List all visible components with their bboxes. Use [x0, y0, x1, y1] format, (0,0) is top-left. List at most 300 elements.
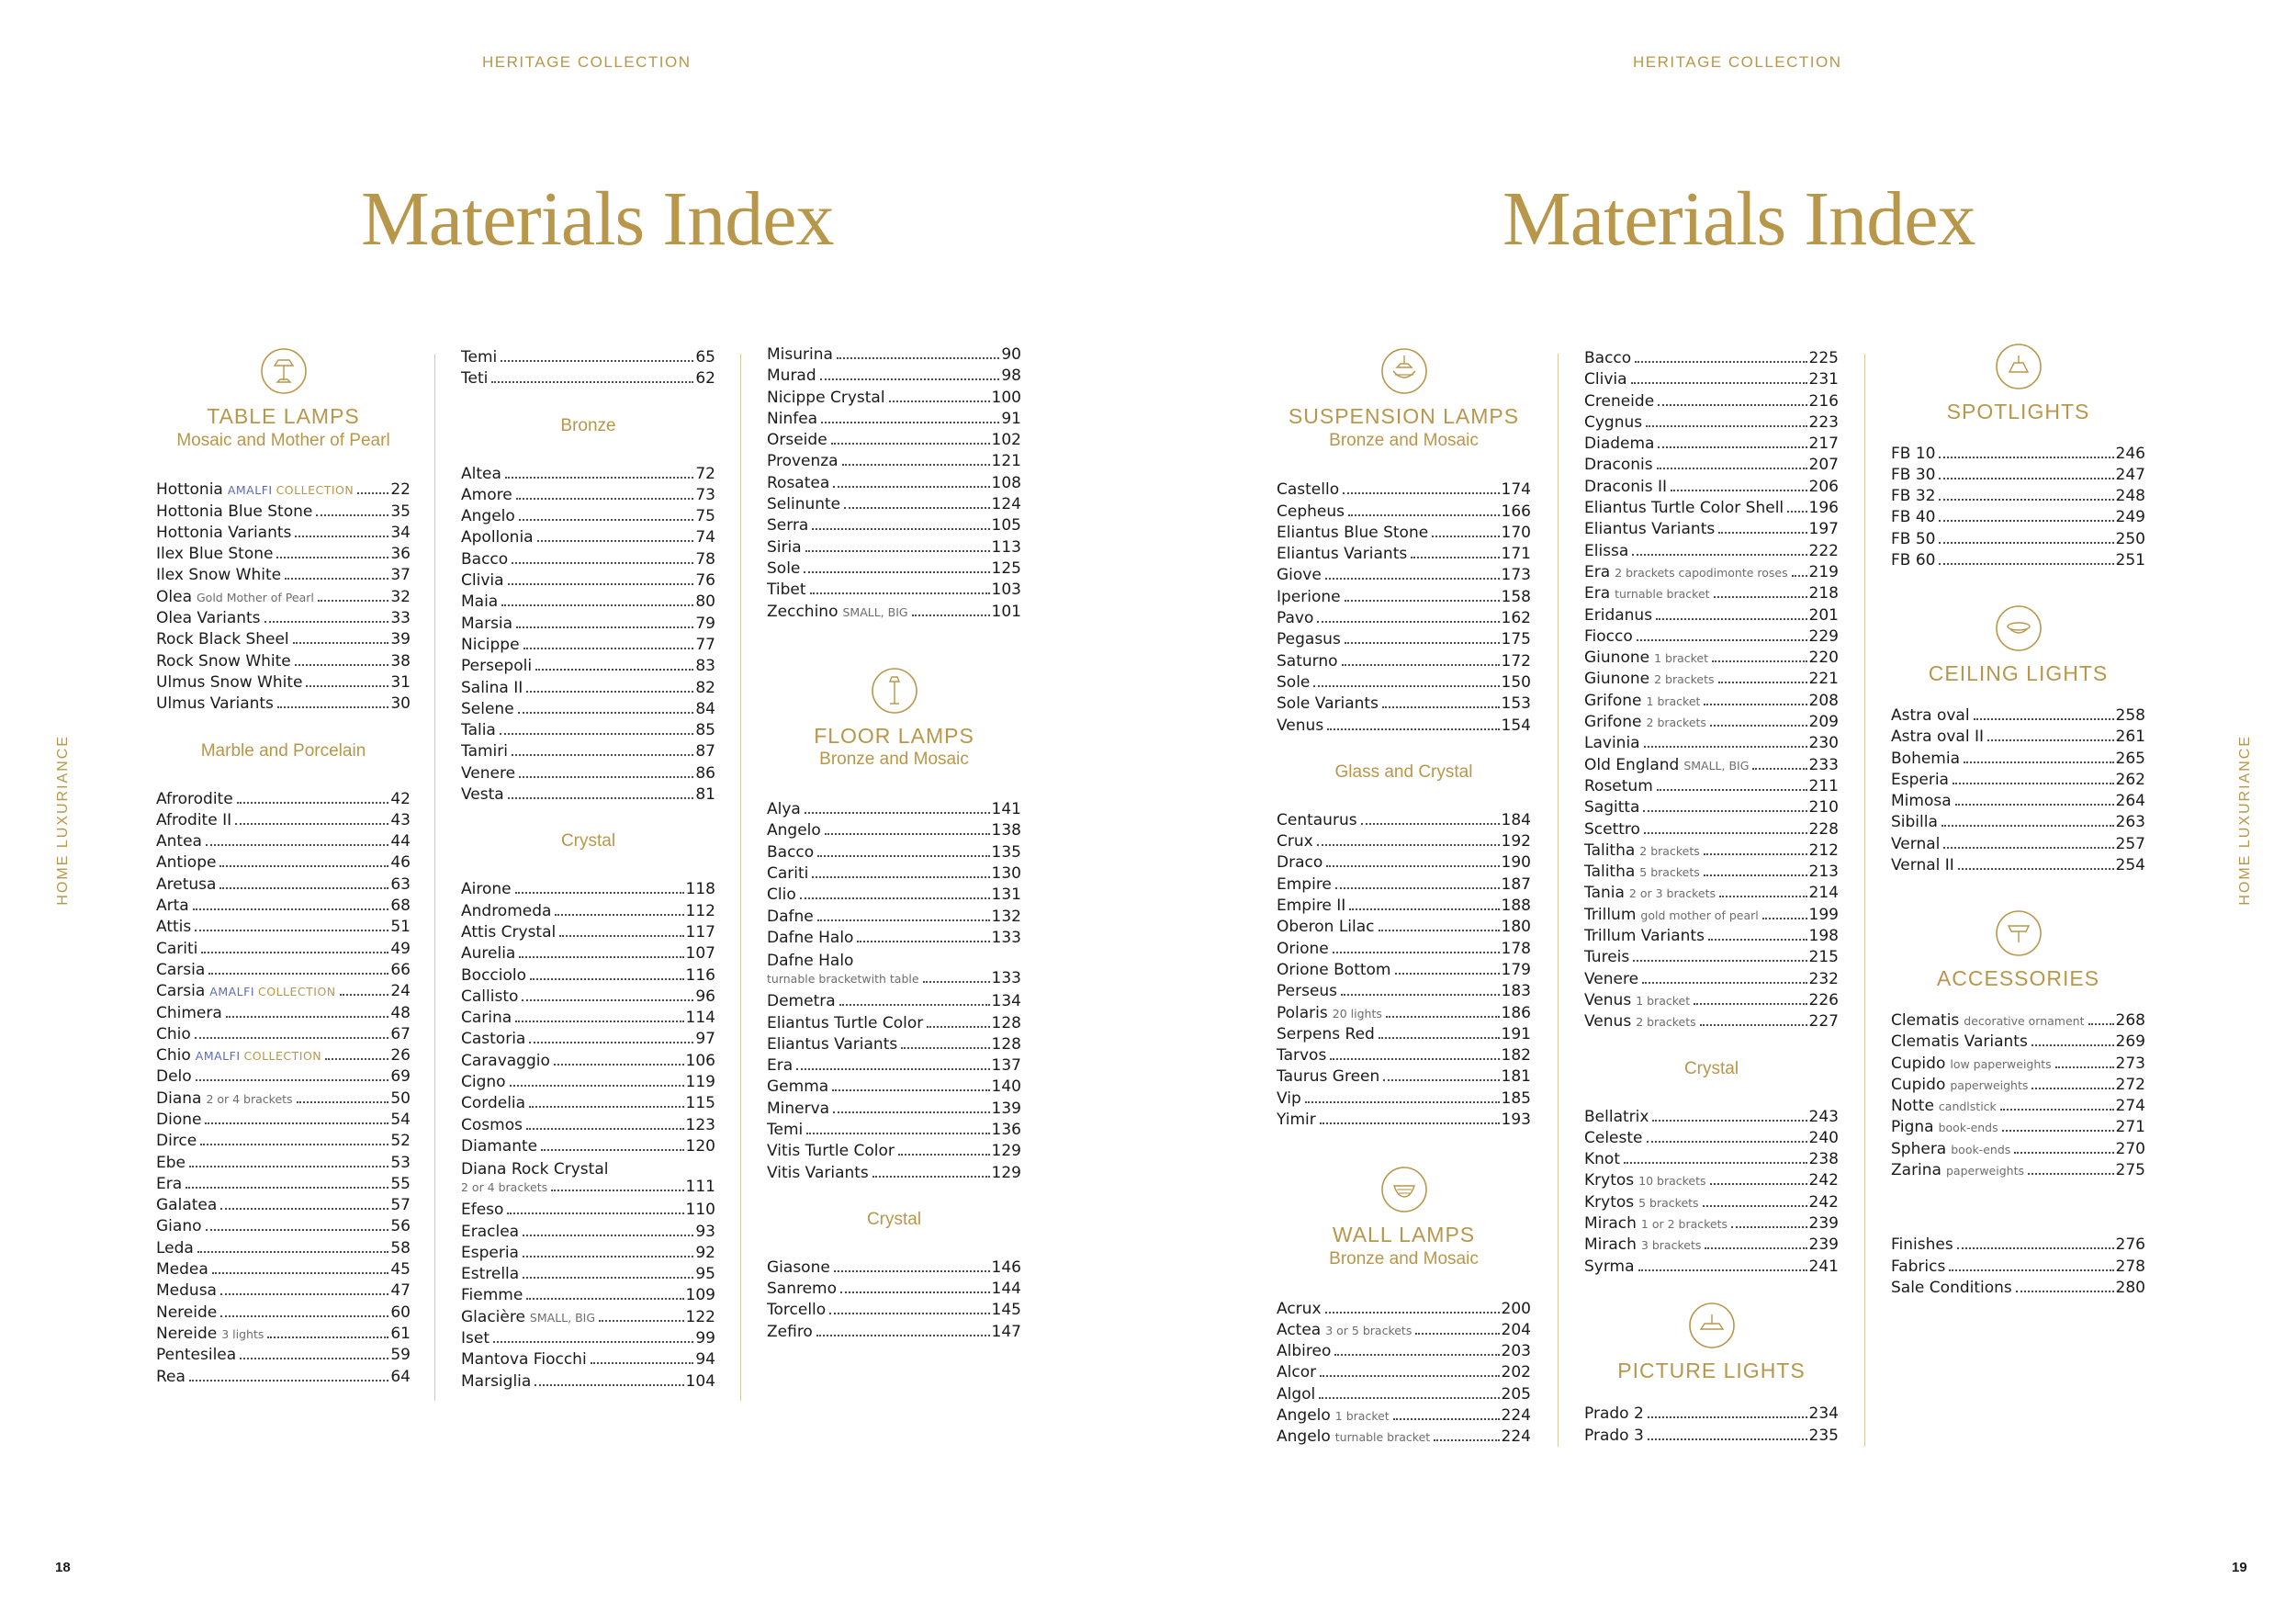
entry-page-number: 131 — [991, 885, 1021, 905]
entry-page-number: 225 — [1808, 349, 1839, 367]
entry-page-number: 250 — [2115, 529, 2145, 548]
index-entry — [461, 347, 715, 368]
entry-name: Pegasus — [1277, 630, 1341, 649]
index-entry — [1584, 1235, 1839, 1256]
entry-name: Temi — [461, 348, 498, 367]
entry-page-number: 87 — [695, 742, 715, 761]
entry-name: Rea — [156, 1367, 186, 1386]
entry-name: Estrella — [461, 1265, 520, 1284]
entry-page-number: 132 — [991, 907, 1021, 926]
dot-leader — [2014, 1152, 2113, 1154]
dot-leader — [1762, 918, 1807, 919]
index-entry — [156, 960, 411, 981]
index-entry — [156, 1066, 411, 1088]
dot-leader — [306, 685, 388, 687]
dot-leader — [817, 919, 990, 921]
entry-list — [767, 1257, 1021, 1343]
index-entry — [767, 1055, 1021, 1077]
entry-page-number: 173 — [1501, 566, 1531, 585]
dot-leader — [205, 1122, 388, 1124]
dot-leader — [264, 621, 389, 623]
entry-page-number: 184 — [1501, 810, 1531, 829]
entry-name: Tarvos — [1277, 1046, 1327, 1066]
entry-name: Persepoli — [461, 657, 533, 676]
dot-leader — [829, 1313, 989, 1314]
index-entry — [461, 570, 715, 592]
entry-page-number: 80 — [695, 592, 715, 612]
entry-page-number: 191 — [1501, 1024, 1531, 1043]
dot-leader — [1333, 952, 1500, 953]
entry-page-number: 78 — [695, 549, 715, 569]
entry-name: Aurelia — [461, 944, 516, 964]
entry-name: Iperione — [1277, 587, 1341, 606]
entry-name: Krytos — [1584, 1171, 1635, 1190]
dot-leader — [1718, 682, 1807, 683]
index-entry — [461, 901, 715, 922]
dot-leader — [1379, 930, 1500, 931]
entry-name: Venere — [461, 763, 516, 783]
index-entry — [1584, 947, 1839, 968]
entry-name: Zefiro — [767, 1322, 813, 1341]
entry-note: Gold Mother of Pearl — [196, 590, 314, 604]
entry-name: Serpens Red — [1277, 1024, 1375, 1043]
dot-leader — [219, 887, 388, 889]
dot-leader — [276, 557, 388, 558]
dot-leader — [857, 941, 989, 942]
index-entry — [1891, 507, 2145, 528]
entry-page-number: 228 — [1808, 819, 1839, 839]
index-entry — [1277, 1088, 1531, 1110]
index-entry — [767, 1163, 1021, 1184]
entry-page-number: 105 — [991, 516, 1021, 536]
index-entry — [461, 1115, 715, 1136]
dot-leader — [1330, 1058, 1499, 1060]
accessory-icon — [1995, 909, 2043, 957]
dot-leader — [526, 1298, 683, 1300]
dot-leader — [844, 507, 989, 509]
entry-name: Clio — [767, 885, 796, 905]
entry-name: Alya — [767, 800, 801, 819]
index-entry — [767, 409, 1021, 430]
entry-page-number: 38 — [390, 651, 411, 671]
entry-name: Era — [1584, 584, 1611, 603]
entry-name: Polaris — [1277, 1003, 1328, 1022]
dot-leader — [1704, 853, 1807, 855]
subsection-title: Glass and Crystal — [1334, 761, 1473, 782]
entry-name: Nicippe Crystal — [767, 388, 885, 407]
dot-leader — [200, 1144, 388, 1145]
index-entry — [767, 1077, 1021, 1098]
index-entry — [1277, 852, 1531, 874]
entry-page-number: 93 — [695, 1222, 715, 1241]
entry-name: Ilex Snow White — [156, 566, 282, 585]
entry-name: Sale Conditions — [1891, 1278, 2012, 1297]
dot-leader — [493, 1341, 693, 1343]
entry-name: Bacco — [1584, 349, 1632, 367]
entry-name: Vitis Turtle Color — [767, 1142, 895, 1161]
index-entry — [767, 928, 1021, 949]
dot-leader — [834, 1270, 990, 1272]
entry-page-number: 180 — [1501, 918, 1531, 937]
entry-name: Fiocco — [1584, 626, 1633, 646]
dot-leader — [1637, 639, 1807, 641]
dot-leader — [800, 897, 990, 899]
index-entry — [767, 1099, 1021, 1120]
category-title: TABLE LAMPS — [207, 404, 360, 428]
index-entry — [461, 485, 715, 506]
entry-name: Mirach — [1584, 1235, 1637, 1255]
index-entry — [1891, 749, 2145, 770]
index-entry — [1891, 727, 2145, 748]
dot-leader — [529, 1106, 683, 1108]
dot-leader — [817, 855, 989, 857]
entry-name: Antiope — [156, 853, 217, 873]
entry-name: Actea — [1277, 1320, 1322, 1339]
dot-leader — [1671, 490, 1807, 491]
index-entry — [1584, 755, 1839, 776]
index-entry — [1891, 444, 2145, 465]
entry-page-number: 210 — [1808, 798, 1839, 818]
entry-name: Sanremo — [767, 1280, 838, 1299]
entry-page-number: 72 — [695, 464, 715, 483]
index-entry — [1584, 605, 1839, 626]
dot-leader — [1647, 1141, 1807, 1143]
entry-name: Acrux — [1277, 1299, 1322, 1318]
index-entry — [156, 789, 411, 810]
index-entry — [767, 451, 1021, 472]
entry-name: Cupido — [1891, 1075, 1946, 1094]
entry-name: Zarina — [1891, 1161, 1941, 1180]
side-label: HOME LUXURIANCE — [55, 735, 71, 906]
entry-name: Angelo — [461, 507, 515, 526]
entry-name: Sagitta — [1584, 798, 1640, 818]
category-title: FLOOR LAMPS — [814, 723, 974, 748]
collection-tag: AMALFI — [209, 985, 255, 999]
entry-page-number: 178 — [1501, 939, 1531, 958]
entry-note: book-ends — [1951, 1142, 2011, 1156]
entry-page-number: 129 — [991, 1142, 1021, 1161]
entry-page-number: 67 — [390, 1024, 411, 1043]
entry-note: 2 brackets — [1646, 716, 1706, 730]
category-title: SPOTLIGHTS — [1946, 400, 2090, 423]
subsection-title: Bronze — [560, 415, 616, 435]
entry-name: Temi — [767, 1121, 804, 1139]
dot-leader — [1958, 868, 2114, 870]
subsection-title: Crystal — [866, 1209, 922, 1229]
entry-page-number: 254 — [2115, 856, 2145, 875]
index-entry — [767, 473, 1021, 494]
index-entry — [1891, 1096, 2145, 1117]
index-entry — [461, 506, 715, 527]
entry-name: Empire II — [1277, 897, 1346, 916]
entry-name: Knot — [1584, 1150, 1620, 1169]
entry-note: 1 bracket — [1636, 993, 1691, 1008]
index-entry — [156, 939, 411, 960]
index-entry — [1584, 712, 1839, 733]
entry-page-number: 188 — [1501, 897, 1531, 916]
dot-leader — [189, 1166, 388, 1167]
index-entry — [156, 1367, 411, 1388]
entry-note: paperweights — [1945, 1164, 2024, 1179]
dot-leader — [316, 514, 388, 516]
entry-name: Fiemme — [461, 1286, 523, 1305]
ceiling-light-icon — [1995, 604, 2043, 652]
entry-name: Yimir — [1277, 1111, 1316, 1129]
entry-note: 3 lights — [221, 1326, 264, 1341]
dot-leader — [1415, 1333, 1499, 1335]
index-entry — [156, 1216, 411, 1237]
dot-leader — [1710, 1183, 1807, 1185]
column-divider — [434, 354, 435, 1401]
entry-name: Syrma — [1584, 1257, 1635, 1276]
index-entry — [1277, 502, 1531, 523]
entry-page-number: 150 — [1501, 672, 1531, 692]
entry-page-number: 227 — [1808, 1012, 1839, 1032]
entry-note: 10 brackets — [1638, 1174, 1706, 1189]
entry-page-number: 102 — [991, 431, 1021, 450]
entry-name: Eliantus Turtle Color Shell — [1584, 499, 1784, 518]
dot-leader — [519, 519, 694, 521]
entry-note: 1 bracket — [1646, 694, 1701, 708]
index-entry — [461, 1136, 715, 1157]
index-entry — [461, 614, 715, 635]
entry-page-number: 31 — [390, 672, 411, 692]
dot-leader — [340, 994, 389, 996]
index-entry — [156, 1195, 411, 1216]
entry-page-number: 246 — [2115, 444, 2145, 463]
dot-leader — [1792, 575, 1807, 577]
entry-page-number: 107 — [685, 944, 715, 964]
entry-page-number: 222 — [1808, 541, 1839, 560]
entry-name: Rosatea — [767, 473, 830, 492]
entry-name: Attis — [156, 918, 192, 937]
index-entry — [1891, 705, 2145, 727]
entry-name: Glacière — [461, 1307, 525, 1326]
entry-page-number: 133 — [991, 928, 1021, 947]
entry-name: Zecchino — [767, 602, 838, 621]
dot-leader — [1731, 1226, 1807, 1228]
entry-name: Notte — [1891, 1097, 1934, 1116]
entry-page-number: 162 — [1501, 609, 1531, 628]
index-entry — [156, 1303, 411, 1324]
index-entry — [767, 1279, 1021, 1300]
right-page — [1148, 0, 2296, 1624]
index-entry — [461, 527, 715, 548]
dot-leader — [1383, 1079, 1499, 1081]
entry-name: Apollonia — [461, 528, 534, 547]
entry-page-number: 186 — [1501, 1003, 1531, 1022]
index-entry — [1584, 434, 1839, 455]
dot-leader — [839, 1004, 990, 1006]
entry-name: Eliantus Variants — [767, 1034, 898, 1054]
index-entry — [1584, 1149, 1839, 1170]
entry-name: Murad — [767, 367, 816, 386]
column-5 — [1584, 348, 1839, 1447]
entry-name: Algol — [1277, 1384, 1316, 1404]
index-entry — [156, 502, 411, 523]
entry-page-number: 138 — [991, 821, 1021, 840]
entry-page-number: 200 — [1501, 1299, 1531, 1318]
entry-name: Aretusa — [156, 874, 217, 894]
entry-name: Eliantus Variants — [1584, 520, 1716, 539]
entry-page-number: 37 — [390, 566, 411, 585]
entry-page-number: 85 — [695, 721, 715, 740]
index-entry — [1277, 1110, 1531, 1131]
dot-leader — [591, 1362, 694, 1364]
dot-leader — [842, 464, 990, 466]
dot-leader — [523, 1256, 693, 1257]
entry-page-number: 73 — [695, 485, 715, 504]
dot-leader — [1386, 1016, 1500, 1018]
dot-leader — [220, 1293, 388, 1295]
entry-name: Finishes — [1891, 1235, 1953, 1255]
column-suspension-wall — [1277, 347, 1531, 1449]
dot-leader — [1648, 1438, 1807, 1440]
dot-leader — [1943, 847, 2113, 849]
entry-name: Salina II — [461, 678, 523, 697]
entry-page-number: 270 — [2115, 1139, 2145, 1158]
dot-leader — [235, 823, 388, 825]
index-entry — [1584, 455, 1839, 476]
dot-leader — [518, 712, 694, 714]
entry-note: 2 or 4 brackets — [206, 1091, 293, 1106]
entry-note: candlstick — [1938, 1100, 1997, 1114]
index-entry — [1584, 883, 1839, 904]
entry-page-number: 223 — [1808, 412, 1839, 432]
index-entry — [767, 344, 1021, 366]
entry-name: Draconis II — [1584, 477, 1668, 496]
entry-page-number: 54 — [390, 1111, 411, 1129]
dot-leader — [1712, 660, 1807, 662]
index-entry — [1584, 1107, 1839, 1128]
entry-name: Dafne Halo — [767, 952, 854, 971]
entry-name: Sole — [767, 558, 801, 578]
entry-page-number: 140 — [991, 1077, 1021, 1097]
index-entry — [1584, 391, 1839, 412]
dot-leader — [1953, 783, 2114, 784]
entry-note: 5 brackets — [1638, 1195, 1699, 1210]
entry-name: Sibilla — [1891, 813, 1938, 832]
category-title: SUSPENSION LAMPS — [1288, 404, 1520, 428]
dot-leader — [898, 1154, 990, 1156]
entry-name: Marsiglia — [461, 1371, 532, 1391]
dot-leader — [526, 1128, 684, 1130]
dot-leader — [1638, 1269, 1807, 1271]
index-entry — [156, 981, 411, 1002]
entry-page-number: 204 — [1501, 1320, 1531, 1339]
index-entry — [156, 1003, 411, 1024]
entry-page-number: 94 — [695, 1350, 715, 1370]
entry-list — [156, 789, 411, 1388]
entry-note: SMALL, BIG — [842, 604, 908, 619]
dot-leader — [293, 642, 389, 644]
dot-leader — [1348, 514, 1500, 516]
entry-page-number: 64 — [390, 1367, 411, 1386]
entry-page-number: 166 — [1501, 502, 1531, 521]
entry-name: Cariti — [767, 864, 809, 884]
entry-page-number: 99 — [695, 1328, 715, 1348]
entry-page-number: 280 — [2115, 1278, 2145, 1297]
index-entry — [156, 896, 411, 917]
index-entry — [767, 1257, 1021, 1279]
entry-page-number: 134 — [991, 992, 1021, 1011]
entry-note: turnable bracket — [1334, 1430, 1431, 1445]
entry-page-number: 239 — [1808, 1235, 1839, 1255]
dot-leader — [1658, 404, 1806, 406]
entry-list — [1891, 1235, 2145, 1299]
entry-name: Eliantus Blue Stone — [1277, 523, 1429, 542]
entry-name: Grifone — [1584, 691, 1642, 710]
index-entry — [1277, 523, 1531, 544]
entry-page-number: 111 — [685, 1178, 715, 1197]
entry-page-number: 61 — [390, 1324, 411, 1343]
index-entry — [1584, 1128, 1839, 1149]
dot-leader — [1710, 725, 1807, 727]
entry-name: Prado 3 — [1584, 1426, 1644, 1445]
dot-leader — [295, 664, 389, 666]
index-entry — [767, 515, 1021, 536]
dot-leader — [816, 1335, 990, 1336]
page-title: Materials Index — [361, 176, 834, 262]
entry-name: FB 32 — [1891, 487, 1936, 506]
entry-page-number: 269 — [2115, 1032, 2145, 1052]
index-entry — [1891, 812, 2145, 833]
entry-page-number: 145 — [991, 1301, 1021, 1320]
entry-page-number: 34 — [390, 523, 411, 542]
dot-leader — [812, 528, 989, 530]
entry-name: Hottonia Blue Stone — [156, 502, 313, 521]
entry-name: Era — [156, 1174, 183, 1193]
index-entry — [1584, 862, 1839, 883]
index-entry — [156, 1280, 411, 1302]
index-entry — [1891, 1139, 2145, 1160]
entry-page-number: 106 — [685, 1051, 715, 1070]
dot-leader — [1341, 994, 1500, 996]
index-entry — [1891, 486, 2145, 507]
entry-name: Talitha — [1584, 863, 1636, 882]
entry-name: Diadema — [1584, 434, 1655, 454]
dot-leader — [208, 973, 388, 975]
entry-page-number: 183 — [1501, 982, 1531, 1001]
entry-note: 2 brackets — [1639, 843, 1700, 858]
category-title: PICTURE LIGHTS — [1617, 1358, 1806, 1382]
entry-page-number: 241 — [1808, 1257, 1839, 1276]
dot-leader — [912, 615, 990, 616]
index-entry — [1584, 562, 1839, 583]
entry-page-number: 238 — [1808, 1150, 1839, 1169]
entry-name: Bellatrix — [1584, 1107, 1649, 1126]
dot-leader — [1705, 1247, 1806, 1249]
dot-leader — [535, 669, 693, 671]
dot-leader — [507, 1212, 683, 1214]
entry-page-number: 274 — [2115, 1097, 2145, 1116]
entry-page-number: 30 — [390, 694, 411, 714]
entry-page-number: 273 — [2115, 1054, 2145, 1073]
index-entry — [156, 565, 411, 586]
entry-name: Elissa — [1584, 541, 1629, 560]
column-divider — [1864, 354, 1865, 1447]
index-entry — [156, 1259, 411, 1280]
entry-note: 5 brackets — [1639, 865, 1700, 880]
index-entry — [1584, 348, 1839, 369]
index-entry — [1277, 1299, 1531, 1320]
dot-leader — [1633, 960, 1806, 962]
dot-leader — [523, 1277, 693, 1279]
entry-note: 2 brackets — [1654, 672, 1715, 687]
dot-leader — [1718, 532, 1806, 534]
index-entry — [1891, 1257, 2145, 1278]
dot-leader — [872, 1176, 990, 1178]
